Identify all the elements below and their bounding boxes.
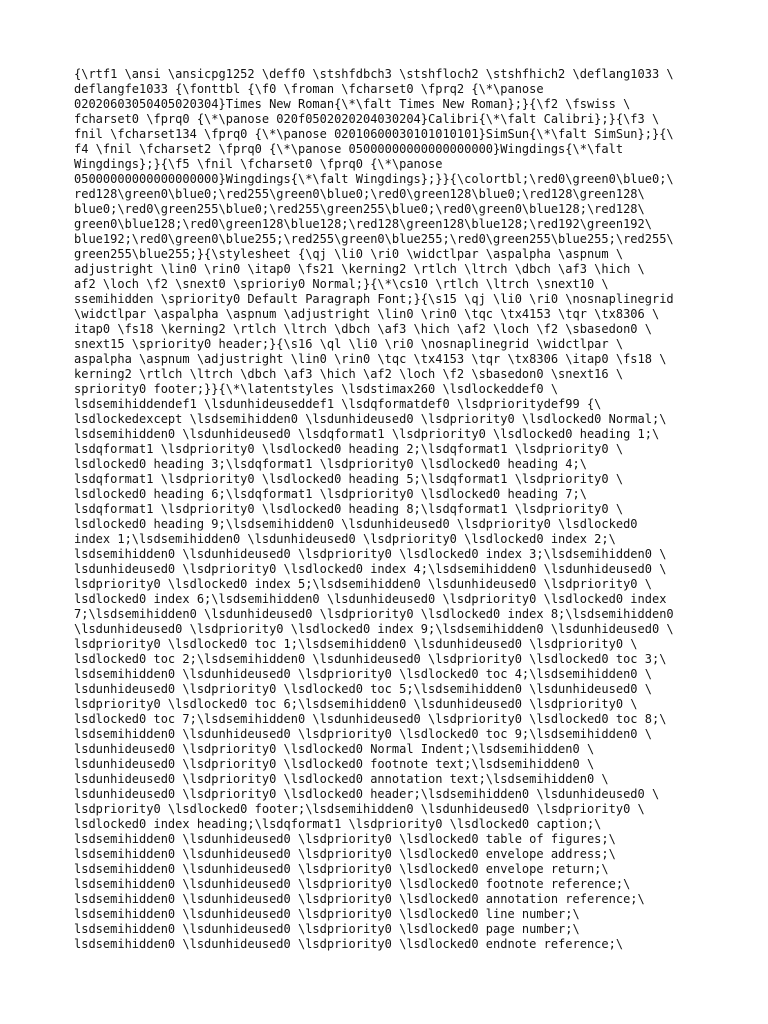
text-line: lsdlocked0 toc 2;\lsdsemihidden0 \lsdunhideused0 \lsdpriority0 \lsdlocked0 toc 3;\ (74, 652, 667, 666)
text-line: \lsdunhideused0 \lsdpriority0 \lsdlocked0 index 9;\lsdsemihidden0 \lsdunhideused0 \ (74, 622, 674, 636)
text-line: lsdunhideused0 \lsdpriority0 \lsdlocked0 footnote text;\lsdsemihidden0 \ (74, 757, 595, 771)
text-line: lsdsemihidden0 \lsdunhideused0 \lsdpriority0 \lsdlocked0 footnote reference;\ (74, 877, 631, 891)
text-line: blue192;\red0\green0\blue255;\red255\green0\blue255;\red0\green255\blue255;\red255\ (74, 232, 674, 246)
text-line: 05000000000000000000}Wingdings{\*\falt Wingdings};}}{\colortbl;\red0\green0\blue0;\ (74, 172, 674, 186)
text-line: lsdlockedexcept \lsdsemihidden0 \lsdunhideused0 \lsdpriority0 \lsdlocked0 Normal;\ (74, 412, 667, 426)
text-line: lsdpriority0 \lsdlocked0 toc 1;\lsdsemihidden0 \lsdunhideused0 \lsdpriority0 \ (74, 637, 638, 651)
text-line: lsdpriority0 \lsdlocked0 index 5;\lsdsemihidden0 \lsdunhideused0 \lsdpriority0 \ (74, 577, 652, 591)
text-line: lsdlocked0 heading 3;\lsdqformat1 \lsdpriority0 \lsdlocked0 heading 4;\ (74, 457, 587, 471)
text-line: fnil \fcharset134 \fprq0 {\*\panose 02010600030101010101}SimSun{\*\falt SimSun};}{\ (74, 127, 674, 141)
text-line: f4 \fnil \fcharset2 \fprq0 {\*\panose 05000000000000000000}Wingdings{\*\falt (74, 142, 624, 156)
text-line: green0\blue128;\red0\green128\blue128;\red128\green128\blue128;\red192\green192\ (74, 217, 652, 231)
text-line: lsdsemihidden0 \lsdunhideused0 \lsdpriority0 \lsdlocked0 toc 4;\lsdsemihidden0 \ (74, 667, 652, 681)
text-line: fcharset0 \fprq0 {\*\panose 020f0502020204030204}Calibri{\*\falt Calibri};}{\f3 \ (74, 112, 660, 126)
text-line: lsdsemihidden0 \lsdunhideused0 \lsdpriority0 \lsdlocked0 annotation reference;\ (74, 892, 645, 906)
text-line: lsdqformat1 \lsdpriority0 \lsdlocked0 heading 2;\lsdqformat1 \lsdpriority0 \ (74, 442, 624, 456)
text-line: lsdsemihiddendef1 \lsdunhideuseddef1 \lsdqformatdef0 \lsdprioritydef99 {\ (74, 397, 602, 411)
text-line: lsdlocked0 index heading;\lsdqformat1 \lsdpriority0 \lsdlocked0 caption;\ (74, 817, 602, 831)
text-line: lsdsemihidden0 \lsdunhideused0 \lsdpriority0 \lsdlocked0 toc 9;\lsdsemihidden0 \ (74, 727, 652, 741)
text-line: lsdlocked0 index 6;\lsdsemihidden0 \lsdunhideused0 \lsdpriority0 \lsdlocked0 index (74, 592, 667, 606)
text-line: lsdqformat1 \lsdpriority0 \lsdlocked0 heading 8;\lsdqformat1 \lsdpriority0 \ (74, 502, 624, 516)
text-line: lsdlocked0 heading 6;\lsdqformat1 \lsdpriority0 \lsdlocked0 heading 7;\ (74, 487, 587, 501)
text-line: kerning2 \rtlch \ltrch \dbch \af3 \hich \af2 \loch \f2 \sbasedon0 \snext16 \ (74, 367, 624, 381)
text-line: lsdpriority0 \lsdlocked0 toc 6;\lsdsemihidden0 \lsdunhideused0 \lsdpriority0 \ (74, 697, 638, 711)
text-line: lsdqformat1 \lsdpriority0 \lsdlocked0 heading 5;\lsdqformat1 \lsdpriority0 \ (74, 472, 624, 486)
text-line: lsdunhideused0 \lsdpriority0 \lsdlocked0 header;\lsdsemihidden0 \lsdunhideused0 \ (74, 787, 660, 801)
text-line: lsdunhideused0 \lsdpriority0 \lsdlocked0 Normal Indent;\lsdsemihidden0 \ (74, 742, 595, 756)
text-line: {\rtf1 \ansi \ansicpg1252 \deff0 \stshfdbch3 \stshfloch2 \stshfhich2 \deflang1033 \ (74, 67, 674, 81)
text-line: 02020603050405020304}Times New Roman{\*\falt Times New Roman};}{\f2 \fswiss \ (74, 97, 631, 111)
text-line: green255\blue255;}{\stylesheet {\qj \li0 \ri0 \widctlpar \aspalpha \aspnum \ (74, 247, 624, 261)
text-line: lsdsemihidden0 \lsdunhideused0 \lsdqformat1 \lsdpriority0 \lsdlocked0 heading 1;\ (74, 427, 660, 441)
text-line: lsdunhideused0 \lsdpriority0 \lsdlocked0 annotation text;\lsdsemihidden0 \ (74, 772, 609, 786)
text-line: adjustright \lin0 \rin0 \itap0 \fs21 \kerning2 \rtlch \ltrch \dbch \af3 \hich \ (74, 262, 645, 276)
text-line: lsdsemihidden0 \lsdunhideused0 \lsdpriority0 \lsdlocked0 envelope address;\ (74, 847, 616, 861)
text-line: itap0 \fs18 \kerning2 \rtlch \ltrch \dbch \af3 \hich \af2 \loch \f2 \sbasedon0 \ (74, 322, 652, 336)
text-line: lsdsemihidden0 \lsdunhideused0 \lsdpriority0 \lsdlocked0 index 3;\lsdsemihidden0 \ (74, 547, 667, 561)
text-line: af2 \loch \f2 \snext0 \sprioriy0 Normal;}{\*\cs10 \rtlch \ltrch \snext10 \ (74, 277, 609, 291)
text-line: \widctlpar \aspalpha \aspnum \adjustright \lin0 \rin0 \tqc \tx4153 \tqr \tx8306 \ (74, 307, 660, 321)
text-line: lsdsemihidden0 \lsdunhideused0 \lsdpriority0 \lsdlocked0 envelope return;\ (74, 862, 609, 876)
text-line: lsdunhideused0 \lsdpriority0 \lsdlocked0 toc 5;\lsdsemihidden0 \lsdunhideused0 \ (74, 682, 652, 696)
text-line: ssemihidden \spriority0 Default Paragraph Font;}{\s15 \qj \li0 \ri0 \nosnaplinegrid (74, 292, 674, 306)
text-line: lsdsemihidden0 \lsdunhideused0 \lsdpriority0 \lsdlocked0 endnote reference;\ (74, 937, 624, 951)
text-line: spriority0 footer;}}{\*\latentstyles \lsdstimax260 \lsdlockeddef0 \ (74, 382, 559, 396)
text-line: index 1;\lsdsemihidden0 \lsdunhideused0 \lsdpriority0 \lsdlocked0 index 2;\ (74, 532, 616, 546)
text-line: 7;\lsdsemihidden0 \lsdunhideused0 \lsdpriority0 \lsdlocked0 index 8;\lsdsemihidden0 (74, 607, 674, 621)
text-line: lsdsemihidden0 \lsdunhideused0 \lsdpriority0 \lsdlocked0 table of figures;\ (74, 832, 616, 846)
text-line: lsdsemihidden0 \lsdunhideused0 \lsdpriority0 \lsdlocked0 page number;\ (74, 922, 580, 936)
text-line: lsdlocked0 toc 7;\lsdsemihidden0 \lsdunhideused0 \lsdpriority0 \lsdlocked0 toc 8;\ (74, 712, 667, 726)
text-line: red128\green0\blue0;\red255\green0\blue0;\red0\green128\blue0;\red128\green128\ (74, 187, 645, 201)
text-line: snext15 \spriority0 header;}{\s16 \ql \li0 \ri0 \nosnaplinegrid \widctlpar \ (74, 337, 624, 351)
text-line: blue0;\red0\green255\blue0;\red255\green255\blue0;\red0\green0\blue128;\red128\ (74, 202, 645, 216)
text-line: lsdsemihidden0 \lsdunhideused0 \lsdpriority0 \lsdlocked0 line number;\ (74, 907, 580, 921)
text-line: Wingdings};}{\f5 \fnil \fcharset0 \fprq0 {\*\panose (74, 157, 443, 171)
text-line: deflangfe1033 {\fonttbl {\f0 \froman \fcharset0 \fprq2 {\*\panose (74, 82, 544, 96)
text-line: lsdunhideused0 \lsdpriority0 \lsdlocked0 index 4;\lsdsemihidden0 \lsdunhideused0 \ (74, 562, 667, 576)
text-line: aspalpha \aspnum \adjustright \lin0 \rin0 \tqc \tx4153 \tqr \tx8306 \itap0 \fs18 \ (74, 352, 667, 366)
text-line: lsdpriority0 \lsdlocked0 footer;\lsdsemihidden0 \lsdunhideused0 \lsdpriority0 \ (74, 802, 645, 816)
text-line: lsdlocked0 heading 9;\lsdsemihidden0 \lsdunhideused0 \lsdpriority0 \lsdlocked0 (74, 517, 638, 531)
rtf-source-text (74, 67, 714, 952)
